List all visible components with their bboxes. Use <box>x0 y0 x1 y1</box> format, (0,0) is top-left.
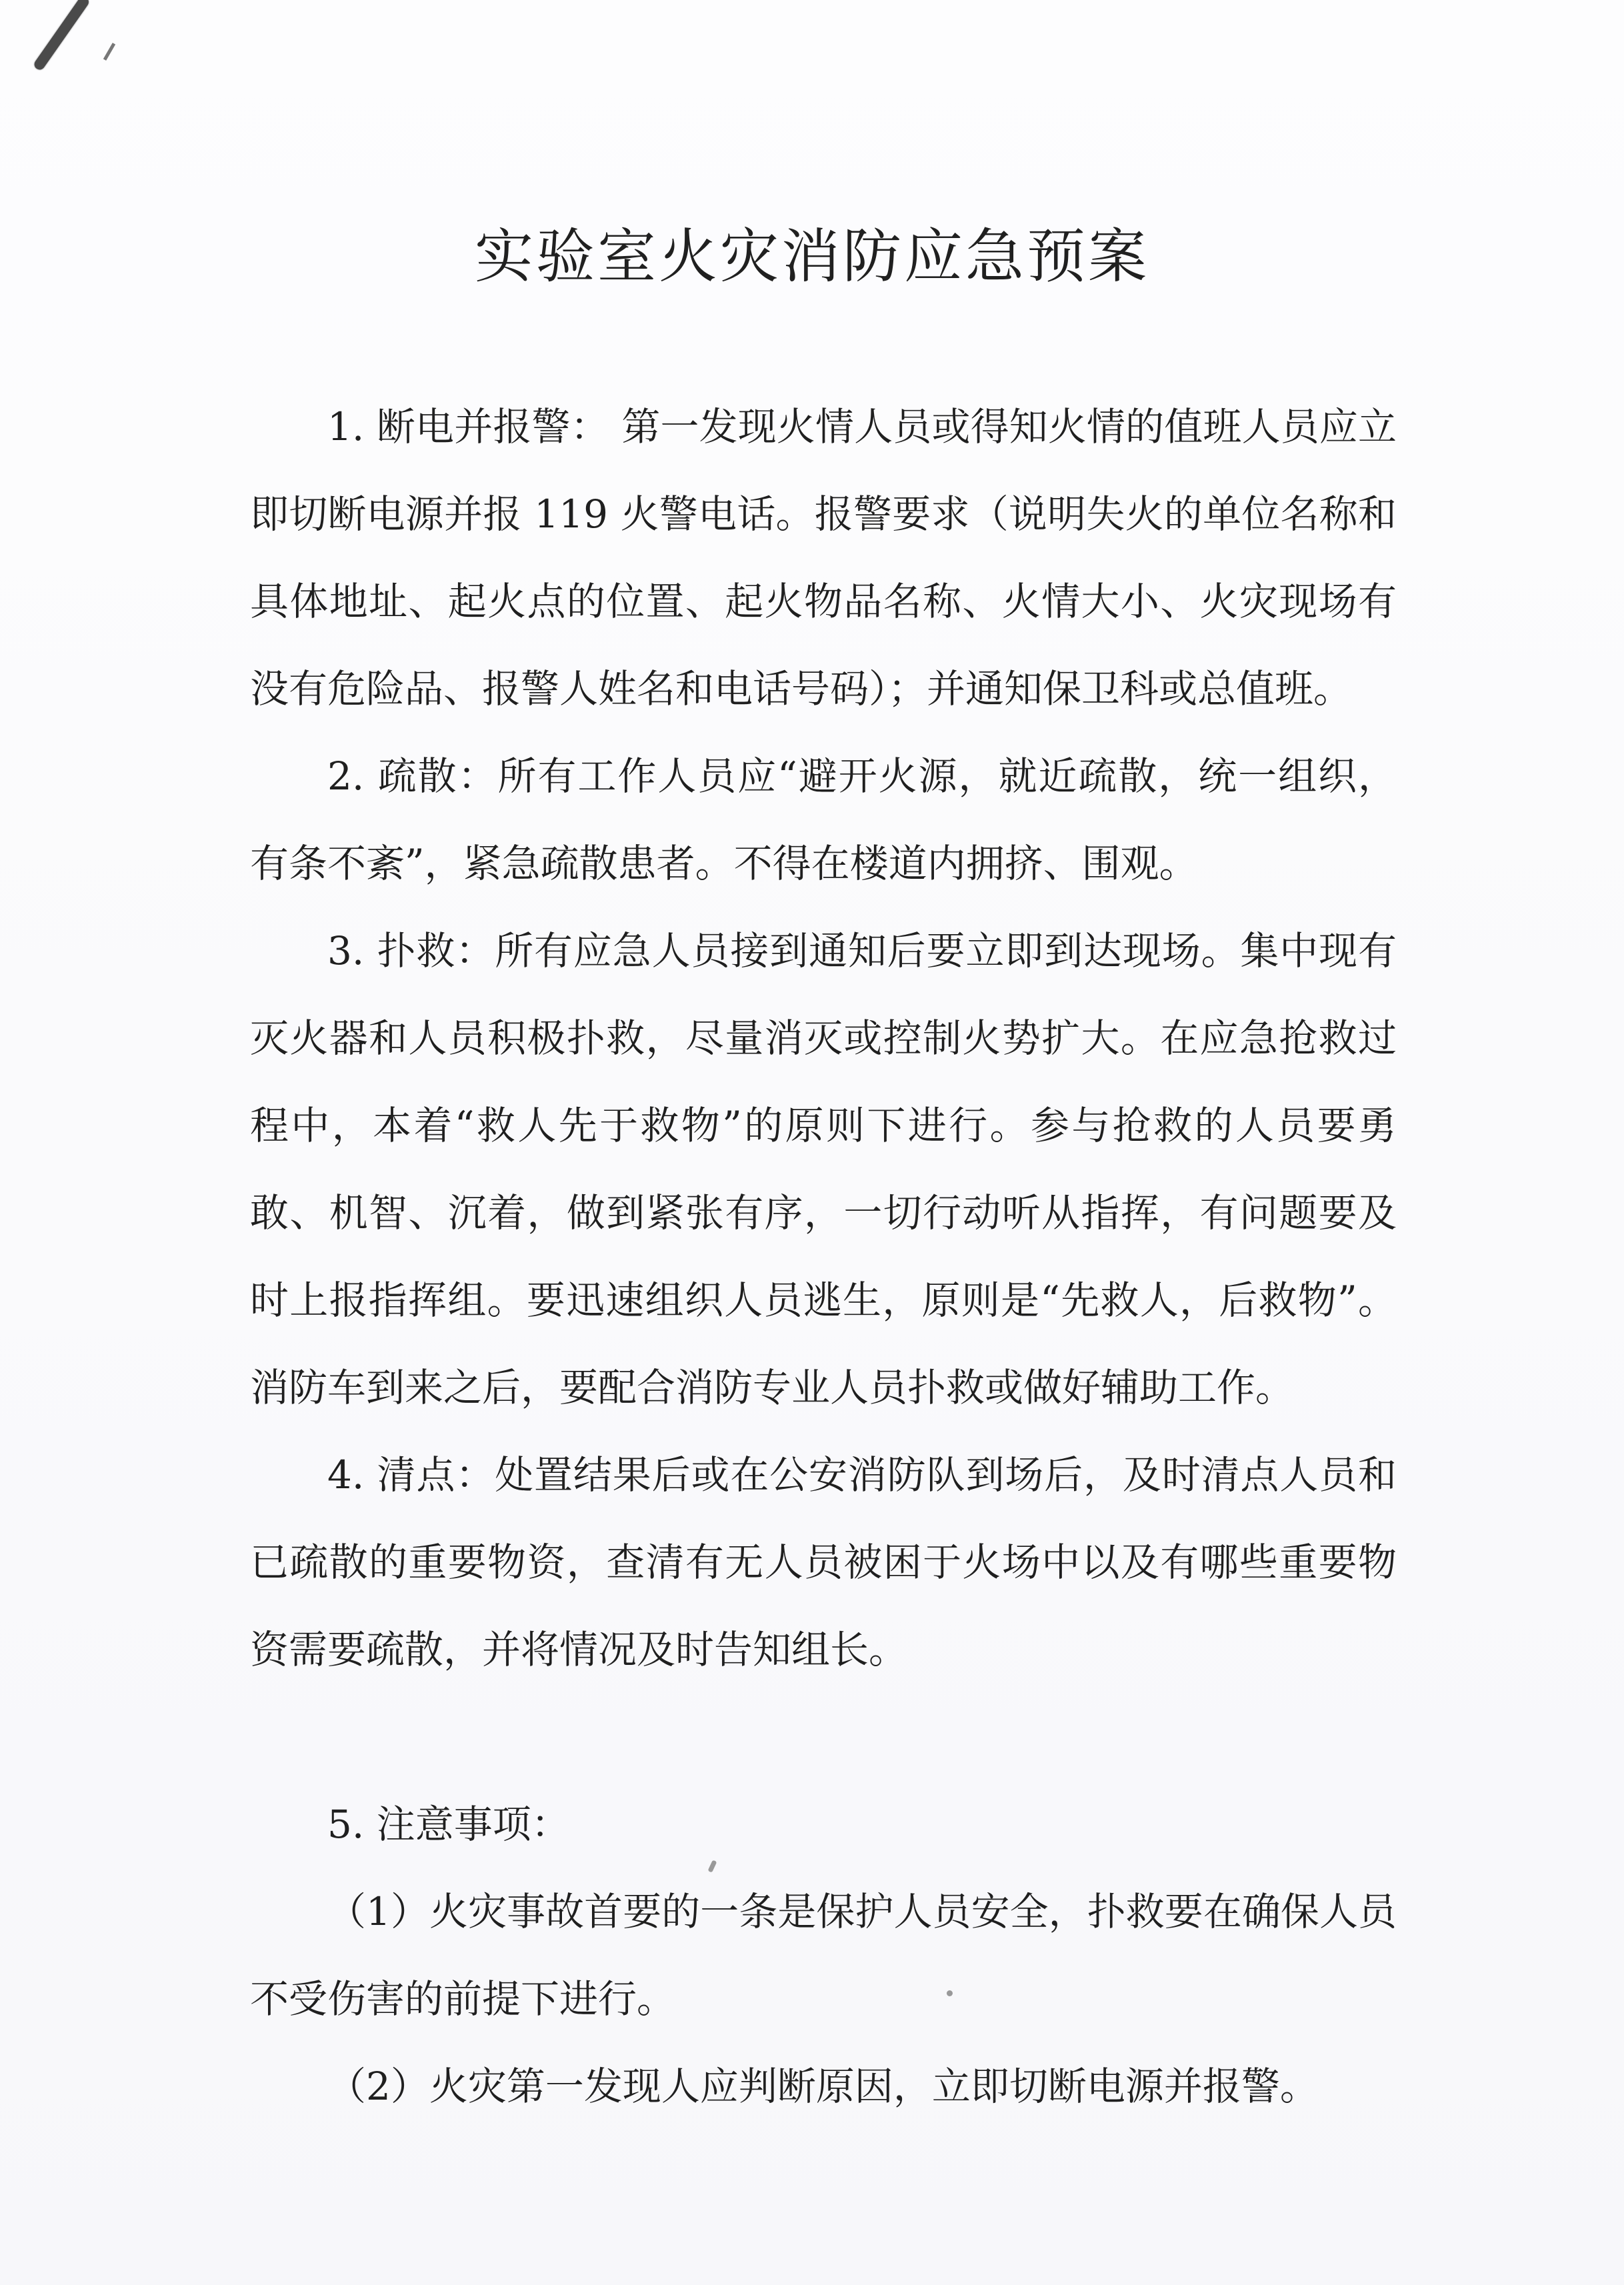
document-title: 实验室火灾消防应急预案 <box>474 222 1149 291</box>
paragraph-evacuation: 2. 疏散：所有工作人员应“避开火源，就近疏散，统一组织，有条不紊”，紧急疏散患者。不得在楼道内拥挤、围观。 <box>250 753 1397 886</box>
section-gap <box>250 1694 1397 1781</box>
staple-icon <box>32 0 91 72</box>
notes-heading: 5. 注意事项： <box>327 1802 570 1847</box>
note-item-1: （1）火灾事故首要的一条是保护人员安全，扑救要在确保人员不受伤害的前提下进行。 <box>250 1889 1397 2022</box>
note-item-2: （2）火灾第一发现人应判断原因，立即切断电源并报警。 <box>327 2064 1319 2109</box>
paragraph-headcount: 4. 清点：处置结果后或在公安消防队到场后，及时清点人员和已疏散的重要物资，查清有无人员被困于火场中以及有哪些重要物资需要疏散，并将情况及时告知组长。 <box>250 1452 1397 1672</box>
paragraph-power-off-alarm: 1. 断电并报警： 第一发现火情人员或得知火情的值班人员应立即切断电源并报 119 火警电话。报警要求（说明失火的单位名称和具体地址、起火点的位置、起火物品名称、火情大小、火灾现场有没有危险品、报警人姓名和电话号码）；并通知保卫科或总值班。 <box>250 404 1397 711</box>
paper-speck <box>947 1990 953 1996</box>
document-body <box>250 383 1397 2130</box>
staple-end-icon <box>103 43 115 61</box>
paragraph-firefighting: 3. 扑救：所有应急人员接到通知后要立即到达现场。集中现有灭火器和人员积极扑救，尽量消灭或控制火势扩大。在应急抢救过程中，本着“救人先于救物”的原则下进行。参与抢救的人员要勇敢、机智、沉着，做到紧张有序，一切行动听从指挥，有问题要及时上报指挥组。要迅速组织人员逃生，原则是“先救人，后救物”。 消防车到来之后，要配合消防专业人员扑救或做好辅助工作。 <box>250 928 1397 1410</box>
